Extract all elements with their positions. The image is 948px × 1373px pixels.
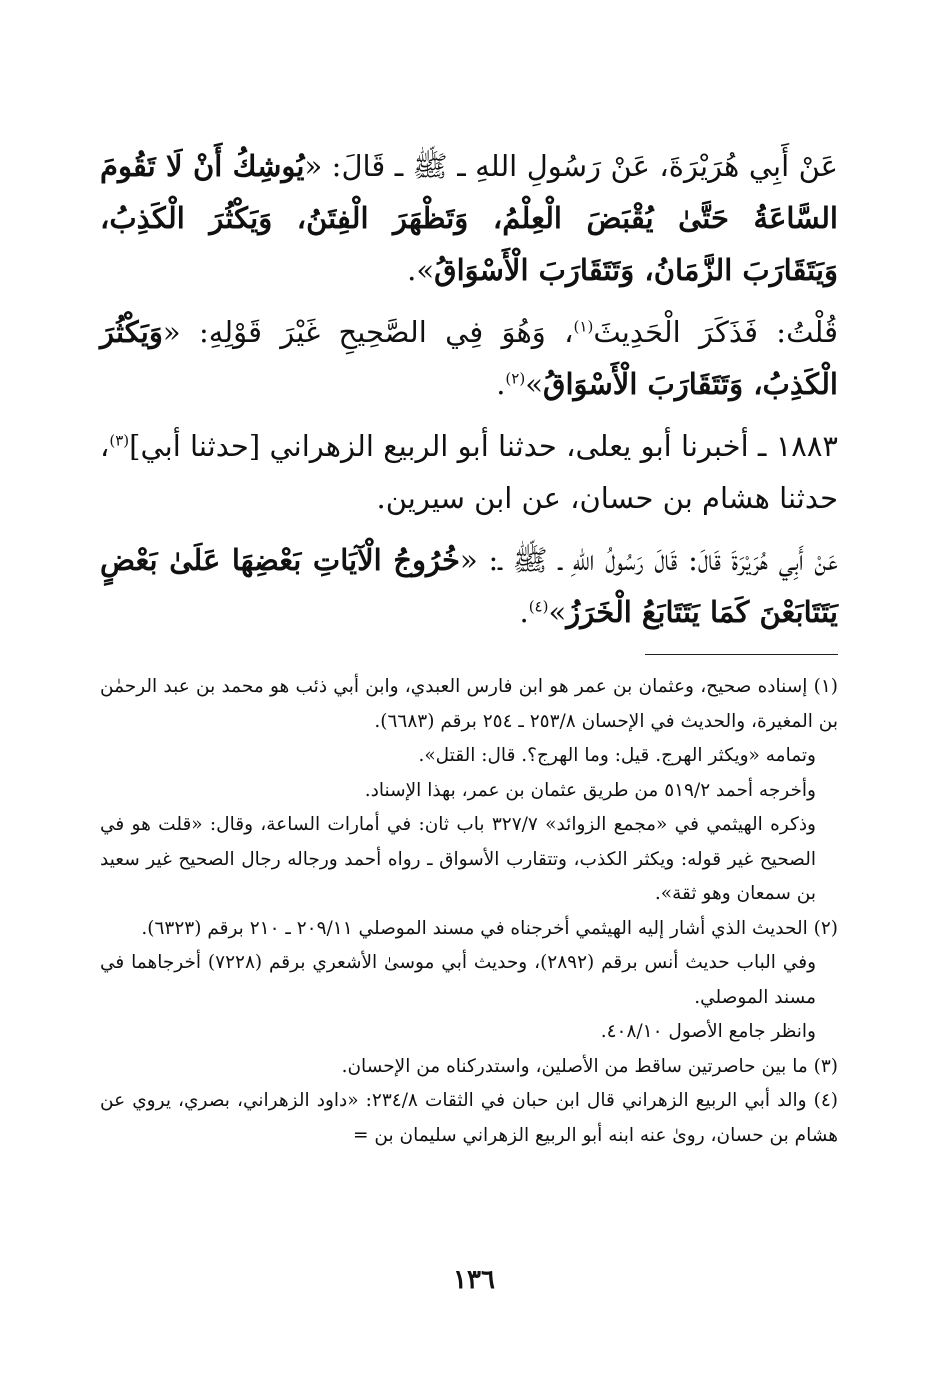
page-number: ١٣٦ xyxy=(453,1265,495,1295)
commentary-text-mid: ، وَهُوَ فِي الصَّحِيحِ غَيْرَ قَوْلِهِ: « xyxy=(162,315,574,349)
footnote-2: (٢) الحديث الذي أشار إليه الهيثمي أخرجناه في مسند الموصلي ٢٠٩/١١ ـ ٢١٠ برقم (٦٣٢٣). xyxy=(141,917,838,939)
period: . xyxy=(519,595,529,629)
footnote-ref-3[interactable]: (٣) xyxy=(109,431,130,450)
isnad-text: ١٨٨٣ ـ أخبرنا أبو يعلى، حدثنا أبو الربيع الزهراني [حدثنا أبي] xyxy=(129,429,838,463)
main-text xyxy=(100,140,838,638)
hadith-paragraph-2 xyxy=(100,534,838,638)
footnote-ref-1[interactable]: (١) xyxy=(573,317,594,336)
commentary-text: قُلْتُ: فَذَكَرَ الْحَدِيثَ xyxy=(593,315,839,349)
hadith-paragraph-1 xyxy=(100,140,838,296)
footnote-1-continuation: وتمامه «ويكثر الهرج. قيل: وما الهرج؟. قال: القتل». xyxy=(418,745,816,766)
footnote-separator xyxy=(645,654,838,655)
footnote-1-continuation: وأخرجه أحمد ٥١٩/٢ من طريق عثمان بن عمر، بهذا الإسناد. xyxy=(364,779,816,801)
quote-close: » xyxy=(525,367,543,401)
footnote-4: (٤) والد أبي الربيع الزهراني قال ابن حبان في الثقات ٢٣٤/٨: «داود الزهراني، بصري، يروي عن هشام بن حسان، روىٰ عنه ابنه أبو الربيع الزهراني سليمان بن = xyxy=(100,1090,838,1146)
footnote-1-continuation: وذكره الهيثمي في «مجمع الزوائد» ٣٢٧/٧ باب ثان: في أمارات الساعة، وقال: «قلت هو في الصحيح غير قوله: ويكثر الكذب، وتتقارب الأسواق ـ رواه أحمد ورجاله رجال الصحيح غير سعيد بن سمعان وهو ثقة». xyxy=(100,814,816,904)
period: . xyxy=(496,367,506,401)
footnote-ref-4[interactable]: (٤) xyxy=(528,597,549,616)
narration-chain: عَنْ أَبِي هُرَيْرَةَ قَالَ: قَالَ رَسُولُ اللهِ ـ ﷺ ـ: « xyxy=(459,543,838,577)
hadith-text: خُرُوجُ الْآيَاتِ بَعْضِهَا عَلَىٰ بَعْضٍ يَتَتَابَعْنَ كَمَا يَتَتَابَعُ الْخَرَزُ xyxy=(100,543,838,629)
hadith-text: يُوشِكُ أَنْ لَا تَقُومَ السَّاعَةُ حَتَّىٰ يُقْبَضَ الْعِلْمُ، وَتَظْهَرَ الْفِتَنُ، وَيَكْثُرَ الْكَذِبُ، وَيَتَقَارَبَ الزَّمَانُ، وَتَتَقَارَبَ الْأَسْوَاقُ xyxy=(100,149,838,287)
hadith-excerpt: وَيَكْثُرَ الْكَذِبُ، وَتَتَقَارَبَ الْأَسْوَاقُ xyxy=(100,315,838,401)
isnad-paragraph xyxy=(100,420,838,524)
footnotes xyxy=(100,670,838,1153)
narration-chain: عَنْ أَبِي هُرَيْرَةَ، عَنْ رَسُولِ اللهِ ـ ﷺ ـ قَالَ: « xyxy=(304,149,838,183)
quote-close: » xyxy=(548,595,567,629)
quote-close: ». xyxy=(407,253,435,287)
footnote-3: (٣) ما بين حاصرتين ساقط من الأصلين، واستدركناه من الإحسان. xyxy=(341,1055,838,1077)
footnote-1: (١) إسناده صحيح، وعثمان بن عمر هو ابن فارس العبدي، وابن أبي ذئب هو محمد بن عبد الرحمٰن بن المغيرة، والحديث في الإحسان ٢٥٣/٨ ـ ٢٥٤ برقم (٦٦٨٣). xyxy=(100,676,838,732)
commentary-paragraph xyxy=(100,306,838,410)
footnote-ref-2[interactable]: (٢) xyxy=(505,369,526,388)
footnote-2-continuation: وفي الباب حديث أنس برقم (٢٨٩٢)، وحديث أبي موسىٰ الأشعري برقم (٧٢٢٨) أخرجاهما في مسند الموصلي. xyxy=(100,952,817,1008)
isnad-text-end: ، حدثنا هشام بن حسان، عن ابن سيرين. xyxy=(100,429,838,515)
footnote-2-continuation: وانظر جامع الأصول ٤٠٨/١٠. xyxy=(600,1021,816,1042)
